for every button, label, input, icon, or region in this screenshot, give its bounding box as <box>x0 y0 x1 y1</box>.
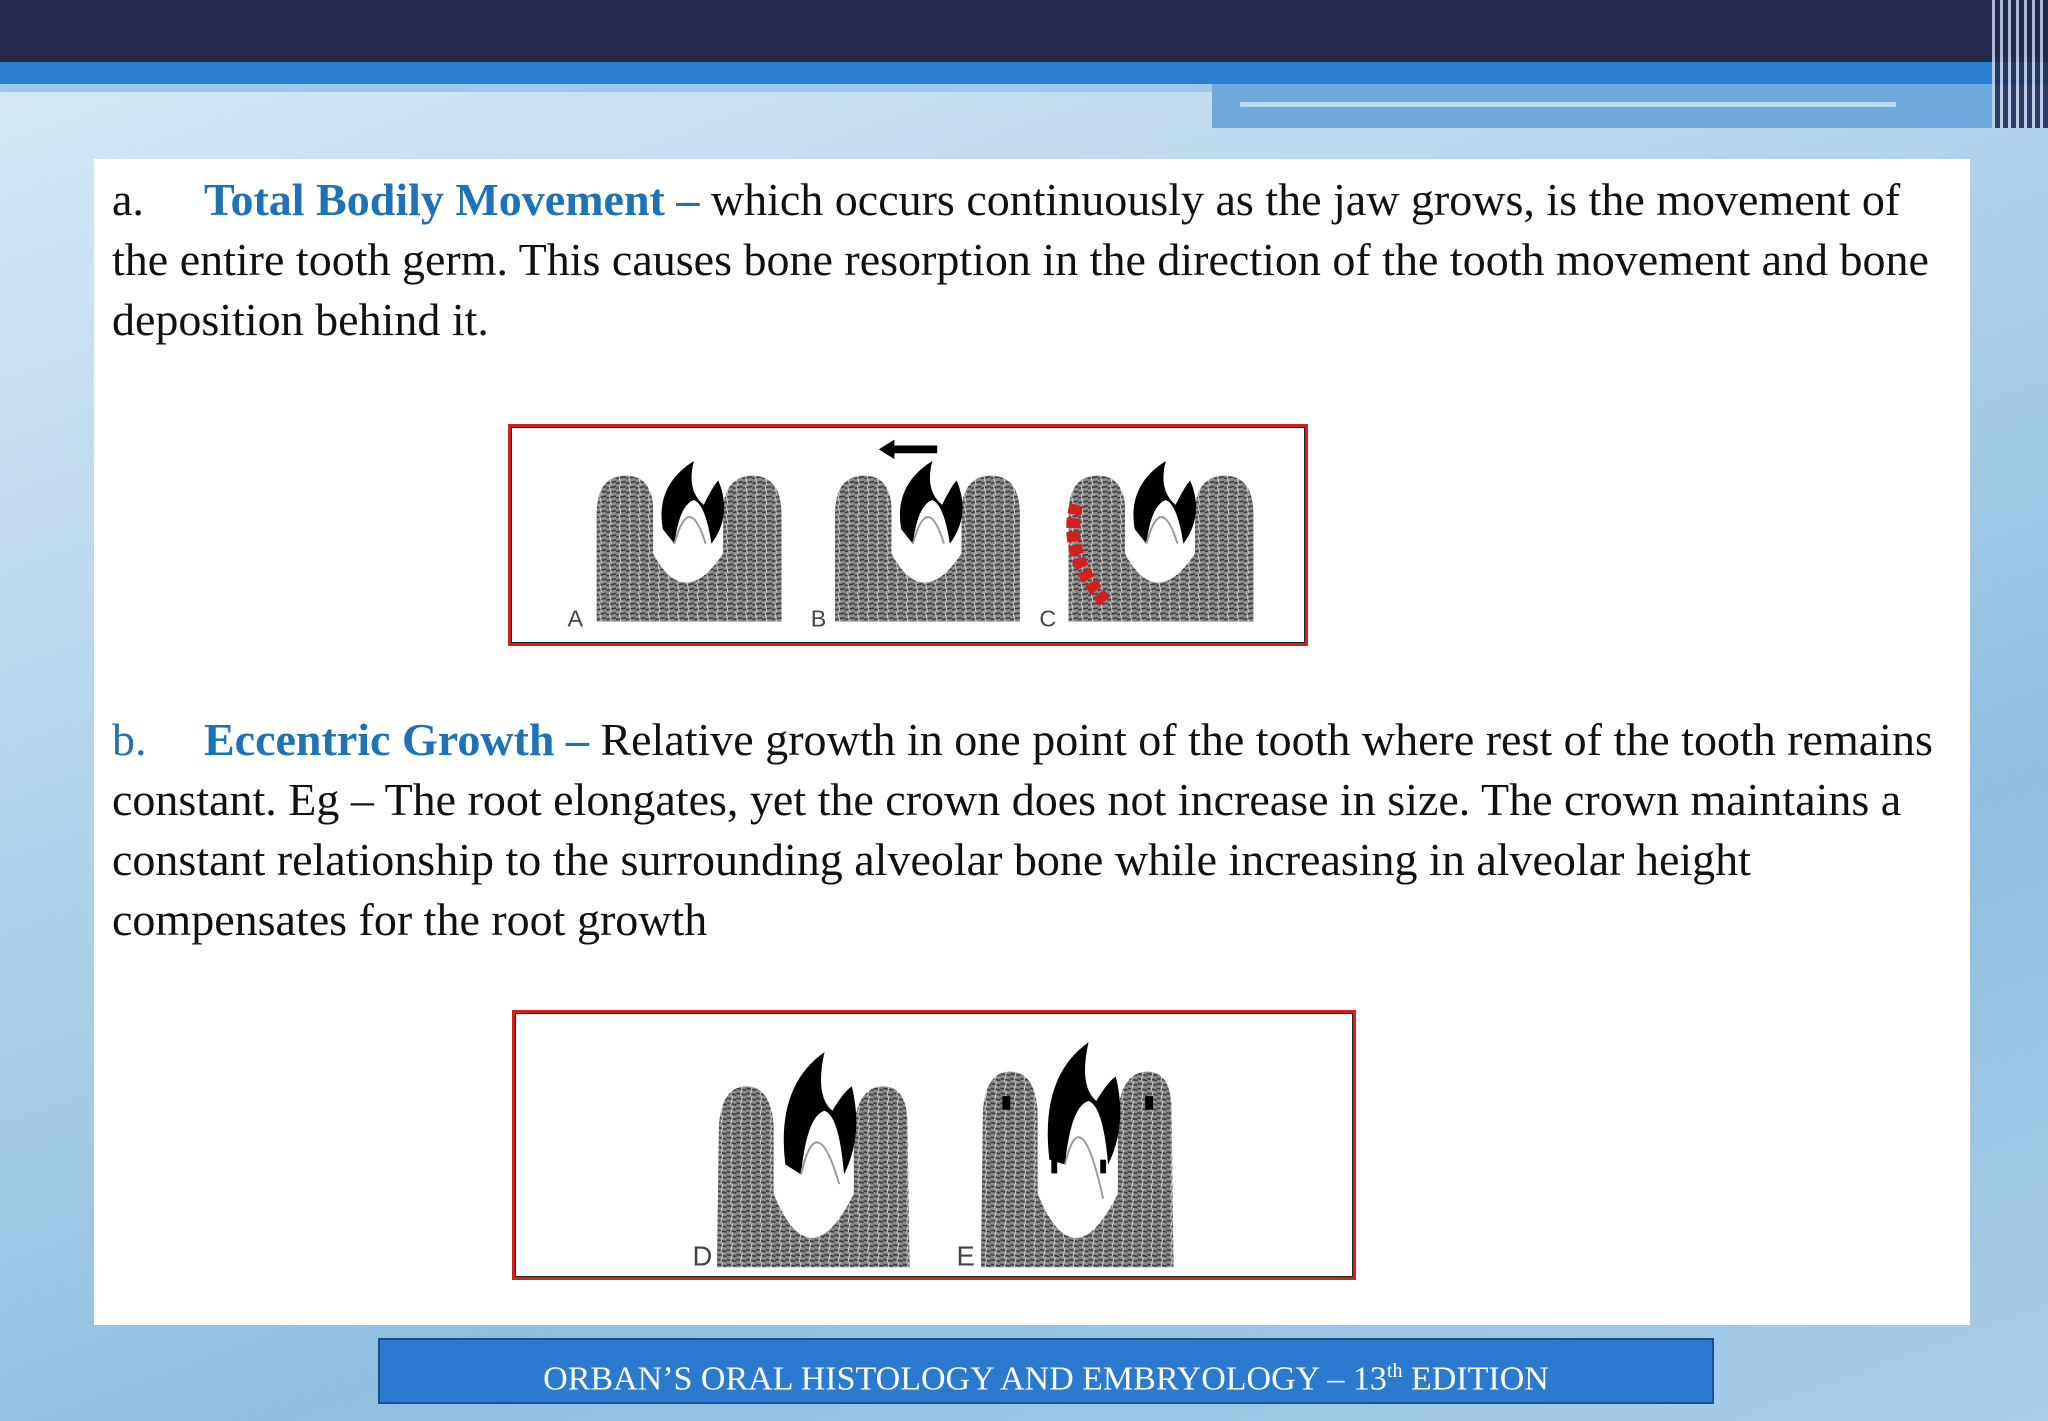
tooth-germ-b <box>835 461 1020 622</box>
paragraph-b-text: Relative growth in one point of the tooth where rest of the tooth remains constant. Eg – The root elongates, yet the crown does not increase in size. The crown maintains a constant relationship to the surrounding alveolar bone while increasing in alveolar height compensates for the root growth <box>112 714 1933 945</box>
figure-label-c: C <box>1039 605 1057 632</box>
list-marker-a: a. <box>112 174 144 225</box>
tooth-germ-d <box>717 1052 910 1267</box>
header-stripe <box>0 62 2048 84</box>
figure-label-e: E <box>956 1240 975 1272</box>
figure-tooth-movement-abc <box>508 424 1308 646</box>
header-bar <box>0 0 2048 62</box>
footer-text-end: EDITION <box>1402 1360 1549 1398</box>
header-stripe-highlight <box>1240 102 1896 107</box>
figure-label-b: B <box>810 605 827 632</box>
figure-eccentric-growth-de <box>512 1010 1356 1280</box>
term-total-bodily-movement: Total Bodily Movement – <box>204 174 700 225</box>
paragraph-eccentric-growth <box>112 710 1952 950</box>
movement-arrow <box>879 440 937 459</box>
footer-text: ORBAN’S ORAL HISTOLOGY AND EMBRYOLOGY – 13 <box>543 1360 1387 1398</box>
paragraph-total-bodily-movement <box>112 170 1952 350</box>
footer-citation <box>378 1338 1714 1404</box>
header-decoration <box>1992 0 2048 128</box>
footer-superscript: th <box>1386 1360 1403 1382</box>
tooth-germ-c <box>1069 461 1254 622</box>
tooth-germ-e <box>981 1042 1174 1267</box>
paragraph-a-text: which occurs continuously as the jaw grows, is the movement of the entire tooth germ. This causes bone resorption in the direction of the tooth movement and bone deposition behind it. <box>112 174 1929 345</box>
figure-label-a: A <box>567 605 584 632</box>
figure-label-d: D <box>692 1240 713 1272</box>
term-eccentric-growth: Eccentric Growth – <box>204 714 589 765</box>
tooth-germ-a <box>597 461 782 622</box>
list-marker-b: b. <box>112 714 147 765</box>
header-stripe-light <box>0 84 1212 92</box>
